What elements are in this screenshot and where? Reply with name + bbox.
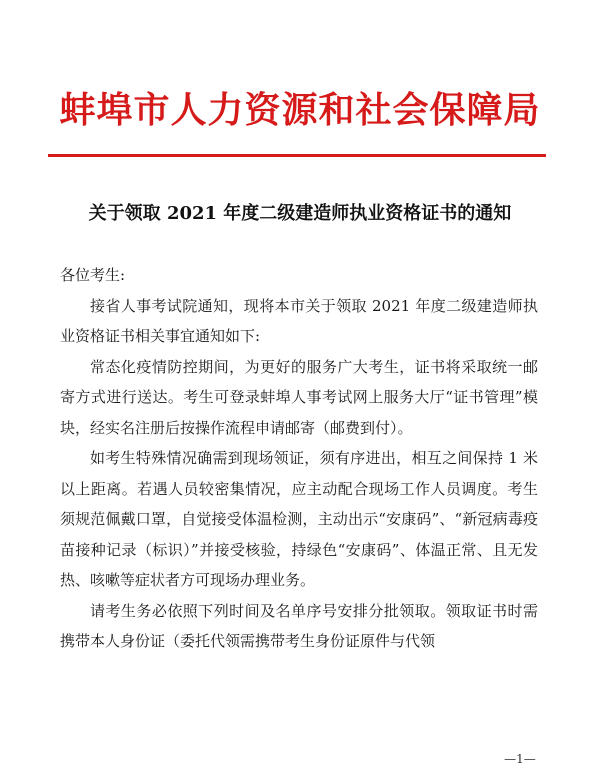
- body-paragraph-4: 请考生务必依照下列时间及名单序号安排分批领取。领取证书时需携带本人身份证（委托代领需携带考生身份证原件与代领: [60, 601, 538, 650]
- notice-body: [60, 260, 538, 657]
- body-paragraph-1: 接省人事考试院通知，现将本市关于领取 2021 年度二级建造师执业资格证书相关事宜通知如下:: [60, 296, 538, 345]
- organization-header: 蚌埠市人力资源和社会保障局: [59, 90, 541, 131]
- page-number: —1—: [504, 752, 536, 766]
- red-divider-rule: [48, 154, 546, 157]
- body-paragraph-2: 常态化疫情防控期间，为更好的服务广大考生，证书将采取统一邮寄方式进行送达。考生可登录蚌埠人事考试网上服务大厅“证书管理”模块，经实名注册后按操作流程申请邮寄（邮费到付）。: [60, 357, 538, 437]
- salutation: 各位考生:: [60, 266, 126, 284]
- body-paragraph-3: 如考生特殊情况确需到现场领证，须有序进出，相互之间保持 1 米以上距离。若遇人员较密集情况，应主动配合现场工作人员调度。考生须规范佩戴口罩，自觉接受体温检测，主动出示“安康码”、“新冠病毒疫苗接种记录（标识）”并接受核验，持绿色“安康码”、体温正常、且无发热、咳嗽等症状者方可现场办理业务。: [60, 449, 538, 589]
- notice-title: 关于领取 2021 年度二级建造师执业资格证书的通知: [88, 203, 512, 224]
